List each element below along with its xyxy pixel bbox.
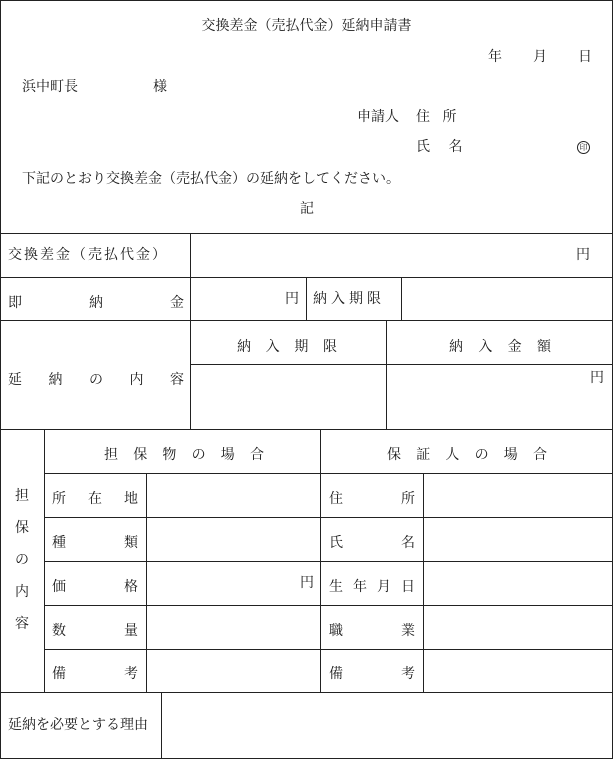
rule-collateral-left-label [146,473,147,692]
guarantor-case-char: 人 [445,447,460,463]
deferred-amount-yen: 円 [590,370,604,386]
rule-row2-mid-b [401,277,402,320]
collateral-side-char: の [15,552,29,568]
applicant-label: 申請人 [357,109,399,125]
guarantor-label-char: 名 [401,535,415,551]
guarantor-label-char: 職 [329,623,343,639]
collateral-label-char: 考 [124,666,138,682]
collateral-label-char: 在 [88,491,102,507]
guarantor-label-char: 月 [377,579,391,595]
collateral-label-char: 所 [52,491,66,507]
rule-collateral-r3 [44,605,613,606]
collateral-label-char: 価 [52,579,66,595]
deferred-contents-char: 容 [170,372,184,388]
guarantor-name-label [329,532,415,552]
reason-label: 延納を必要とする理由 [8,717,148,733]
guarantor-label-char: 業 [401,623,415,639]
immediate-payment-char: 納 [89,295,103,311]
deferred-contents-label [8,369,184,389]
guarantor-case-char: 保 [387,447,401,463]
col-amount-char: 入 [478,339,493,355]
deferred-contents-char: 延 [8,372,22,388]
collateral-side-char: 保 [15,520,29,536]
guarantor-birthdate-label [329,576,415,596]
guarantor-label-char: 氏 [329,535,343,551]
rule-reason-label [161,692,162,759]
collateral-location-label [52,488,138,508]
collateral-label-char: 数 [52,623,66,639]
col-amount-header [449,336,551,356]
guarantor-label-char: 生 [329,579,343,595]
rule-label-column [190,233,191,429]
rule-collateral-side [44,429,45,692]
exchange-amount-label: 交換差金（売払代金） [8,247,168,263]
collateral-type-label [52,532,138,552]
col-amount-char: 額 [536,339,551,355]
guarantor-label-char: 日 [401,579,415,595]
col-deadline-char: 納 [237,339,251,355]
date-month-label: 月 [533,49,547,65]
collateral-quantity-label [52,620,138,640]
collateral-case-header [104,444,264,464]
rule-collateral-r4 [44,649,613,650]
rule-deferred-header [190,364,613,365]
collateral-price-label [52,576,138,596]
rule-deferred-bottom [0,429,613,430]
rule-collateral-right-label [423,473,424,692]
guarantor-occupation-label [329,620,415,640]
date-day-label: 日 [578,49,592,65]
rule-collateral-mid [320,429,321,692]
addressee: 浜中町長 [22,79,78,95]
collateral-case-char: 担 [104,447,118,463]
request-statement: 下記のとおり交換差金（売払代金）の延納をしてください。 [22,171,400,187]
deferred-contents-char: 納 [48,372,63,388]
honorific: 様 [153,79,167,95]
collateral-side-char: 内 [15,584,29,600]
collateral-label-char: 備 [52,666,66,682]
collateral-case-char: 物 [162,447,177,463]
rule-deferred-mid [386,320,387,429]
rule-collateral-r2 [44,561,613,562]
collateral-case-char: 保 [133,447,148,463]
collateral-label-char: 量 [124,623,138,639]
immediate-payment-label [8,292,184,312]
date-year-label: 年 [488,49,502,65]
immediate-payment-char: 即 [8,295,22,311]
guarantor-label-char: 住 [329,491,343,507]
guarantor-label-char: 所 [401,491,415,507]
collateral-case-char: 合 [249,447,264,463]
deferred-contents-char: の [89,372,103,388]
collateral-side-char: 容 [15,616,29,632]
ki-label: 記 [300,201,314,217]
col-amount-char: 金 [507,339,522,355]
form-title: 交換差金（売払代金）延納申請書 [201,18,412,34]
col-amount-char: 納 [449,339,463,355]
deferred-contents-char: 内 [129,372,144,388]
col-deadline-char: 期 [294,339,309,355]
guarantor-remarks-label [329,663,415,683]
exchange-amount-yen: 円 [576,247,590,263]
guarantor-case-header [387,444,547,464]
guarantor-label-char: 考 [401,666,415,682]
seal-mark: 印 [577,141,590,154]
immediate-payment-char: 金 [170,295,184,311]
guarantor-address-label [329,488,415,508]
rule-collateral-r1 [44,517,613,518]
collateral-case-char: 場 [220,447,235,463]
rule-header-bottom [0,233,613,234]
col-deadline-header [237,336,337,356]
guarantor-label-char: 備 [329,666,343,682]
collateral-case-char: の [191,447,206,463]
col-deadline-char: 入 [265,339,280,355]
collateral-price-yen: 円 [300,575,314,591]
guarantor-case-char: 場 [503,447,518,463]
guarantor-case-char: の [474,447,489,463]
collateral-remarks-label [52,663,138,683]
applicant-name-label: 氏 名 [416,139,463,155]
guarantor-case-char: 合 [532,447,547,463]
collateral-label-char: 類 [124,535,138,551]
col-deadline-char: 限 [322,339,337,355]
collateral-label-char: 種 [52,535,66,551]
rule-row2-bottom [0,320,613,321]
immediate-payment-yen: 円 [285,291,299,307]
applicant-address-label: 住 所 [416,109,457,125]
rule-collateral-header [44,473,613,474]
collateral-side-char: 担 [15,488,29,504]
guarantor-case-char: 証 [416,447,431,463]
payment-deadline-label: 納入期限 [313,291,385,307]
rule-collateral-bottom [0,692,613,693]
collateral-label-char: 格 [124,579,138,595]
rule-row2-mid-a [306,277,307,320]
guarantor-label-char: 年 [353,579,367,595]
collateral-label-char: 地 [124,491,138,507]
collateral-side-label [14,485,30,635]
